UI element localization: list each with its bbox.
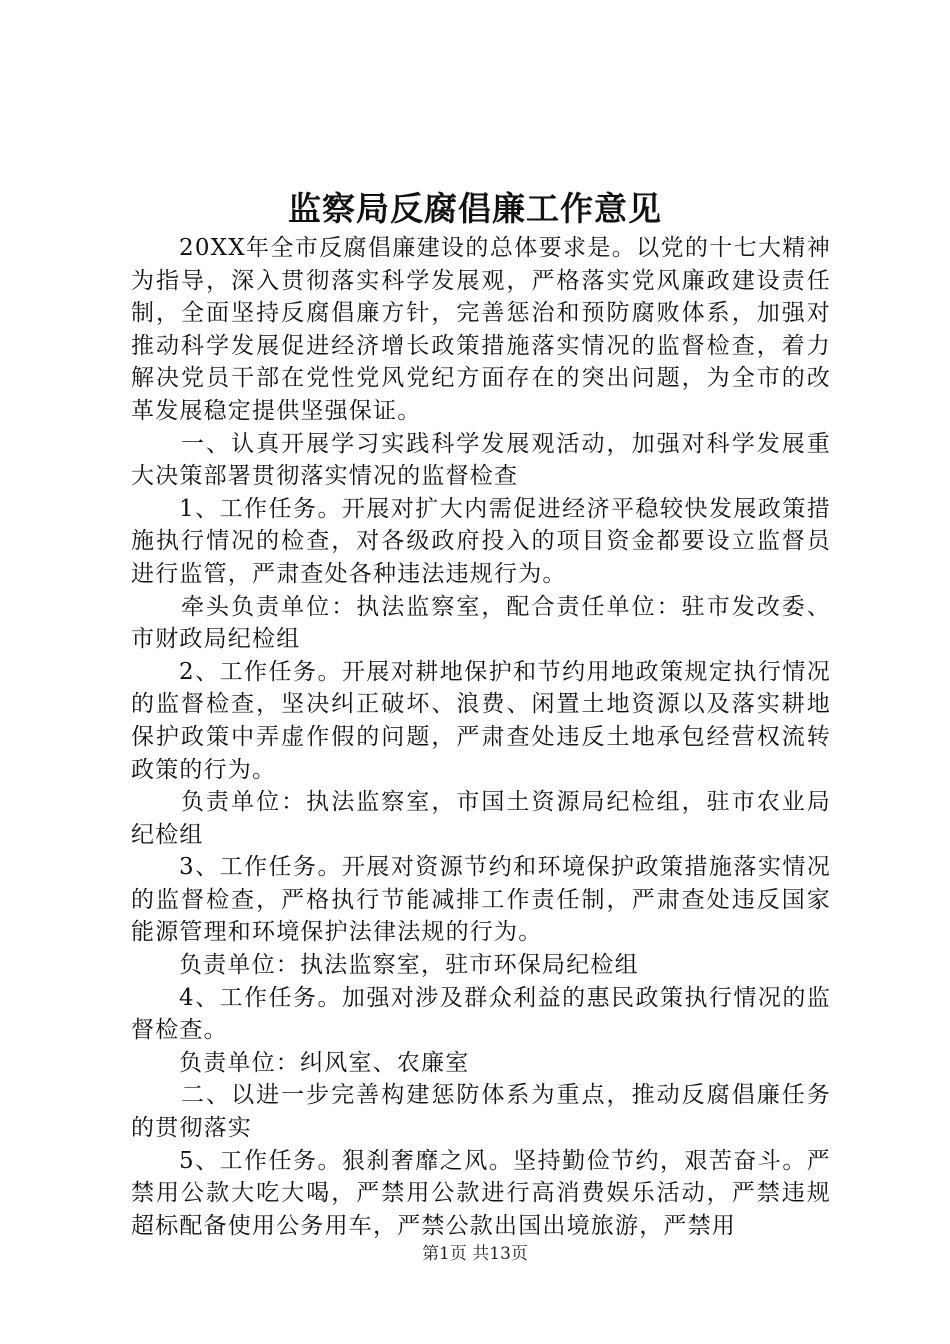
- paragraph-intro: 20XX年全市反腐倡廉建设的总体要求是。以党的十七大精神为指导，深入贯彻落实科学发展观，严格落实党风廉政建设责任制，全面坚持反腐倡廉方针，完善惩治和预防腐败体系，加强对推动科学发展促进经济增长政策措施落实情况的监督检查，着力解决党员干部在党性党风党纪方面存在的突出问题，为全市的改革发展稳定提供坚强保证。: [131, 235, 831, 424]
- document-body: [131, 232, 831, 1242]
- task-1: 1、工作任务。开展对扩大内需促进经济平稳较快发展政策措施执行情况的检查，对各级政府投入的项目资金都要设立监督员进行监管，严肃查处各种违法违规行为。: [131, 495, 831, 587]
- section-heading-2: 二、以进一步完善构建惩防体系为重点，推动反腐倡廉任务的贯彻落实: [131, 1082, 831, 1142]
- section-heading-1: 一、认真开展学习实践科学发展观活动，加强对科学发展重大决策部署贯彻落实情况的监督检查: [131, 430, 831, 490]
- task-4-responsible: 负责单位：纠风室、农廉室: [179, 1049, 470, 1076]
- task-2: 2、工作任务。开展对耕地保护和节约用地政策规定执行情况的监督检查，坚决纠正破坏、浪费、闲置土地资源以及落实耕地保护政策中弄虚作假的问题，严肃查处违反土地承包经营权流转政策的行为。: [131, 658, 831, 783]
- page-number-footer: 第1页 共13页: [422, 1244, 528, 1264]
- task-2-responsible: 负责单位：执法监察室，市国土资源局纪检组，驻市农业局纪检组: [131, 789, 831, 848]
- task-5: 5、工作任务。狠刹奢靡之风。坚持勤俭节约，艰苦奋斗。严禁用公款大吃大喝，严禁用公款进行高消费娱乐活动，严禁违规超标配备使用公务用车，严禁公款出国出境旅游，严禁用: [131, 1147, 831, 1239]
- document-title: 监察局反腐倡廉工作意见: [288, 189, 662, 228]
- task-1-responsible: 牵头负责单位：执法监察室，配合责任单位：驻市发改委、市财政局纪检组: [131, 593, 831, 653]
- task-3: 3、工作任务。开展对资源节约和环境保护政策措施落实情况的监督检查，严格执行节能减排工作责任制，严肃查处违反国家能源管理和环境保护法律法规的行为。: [131, 854, 831, 946]
- task-4: 4、工作任务。加强对涉及群众利益的惠民政策执行情况的监督检查。: [131, 984, 831, 1044]
- task-3-responsible: 负责单位：执法监察室，驻市环保局纪检组: [179, 952, 639, 979]
